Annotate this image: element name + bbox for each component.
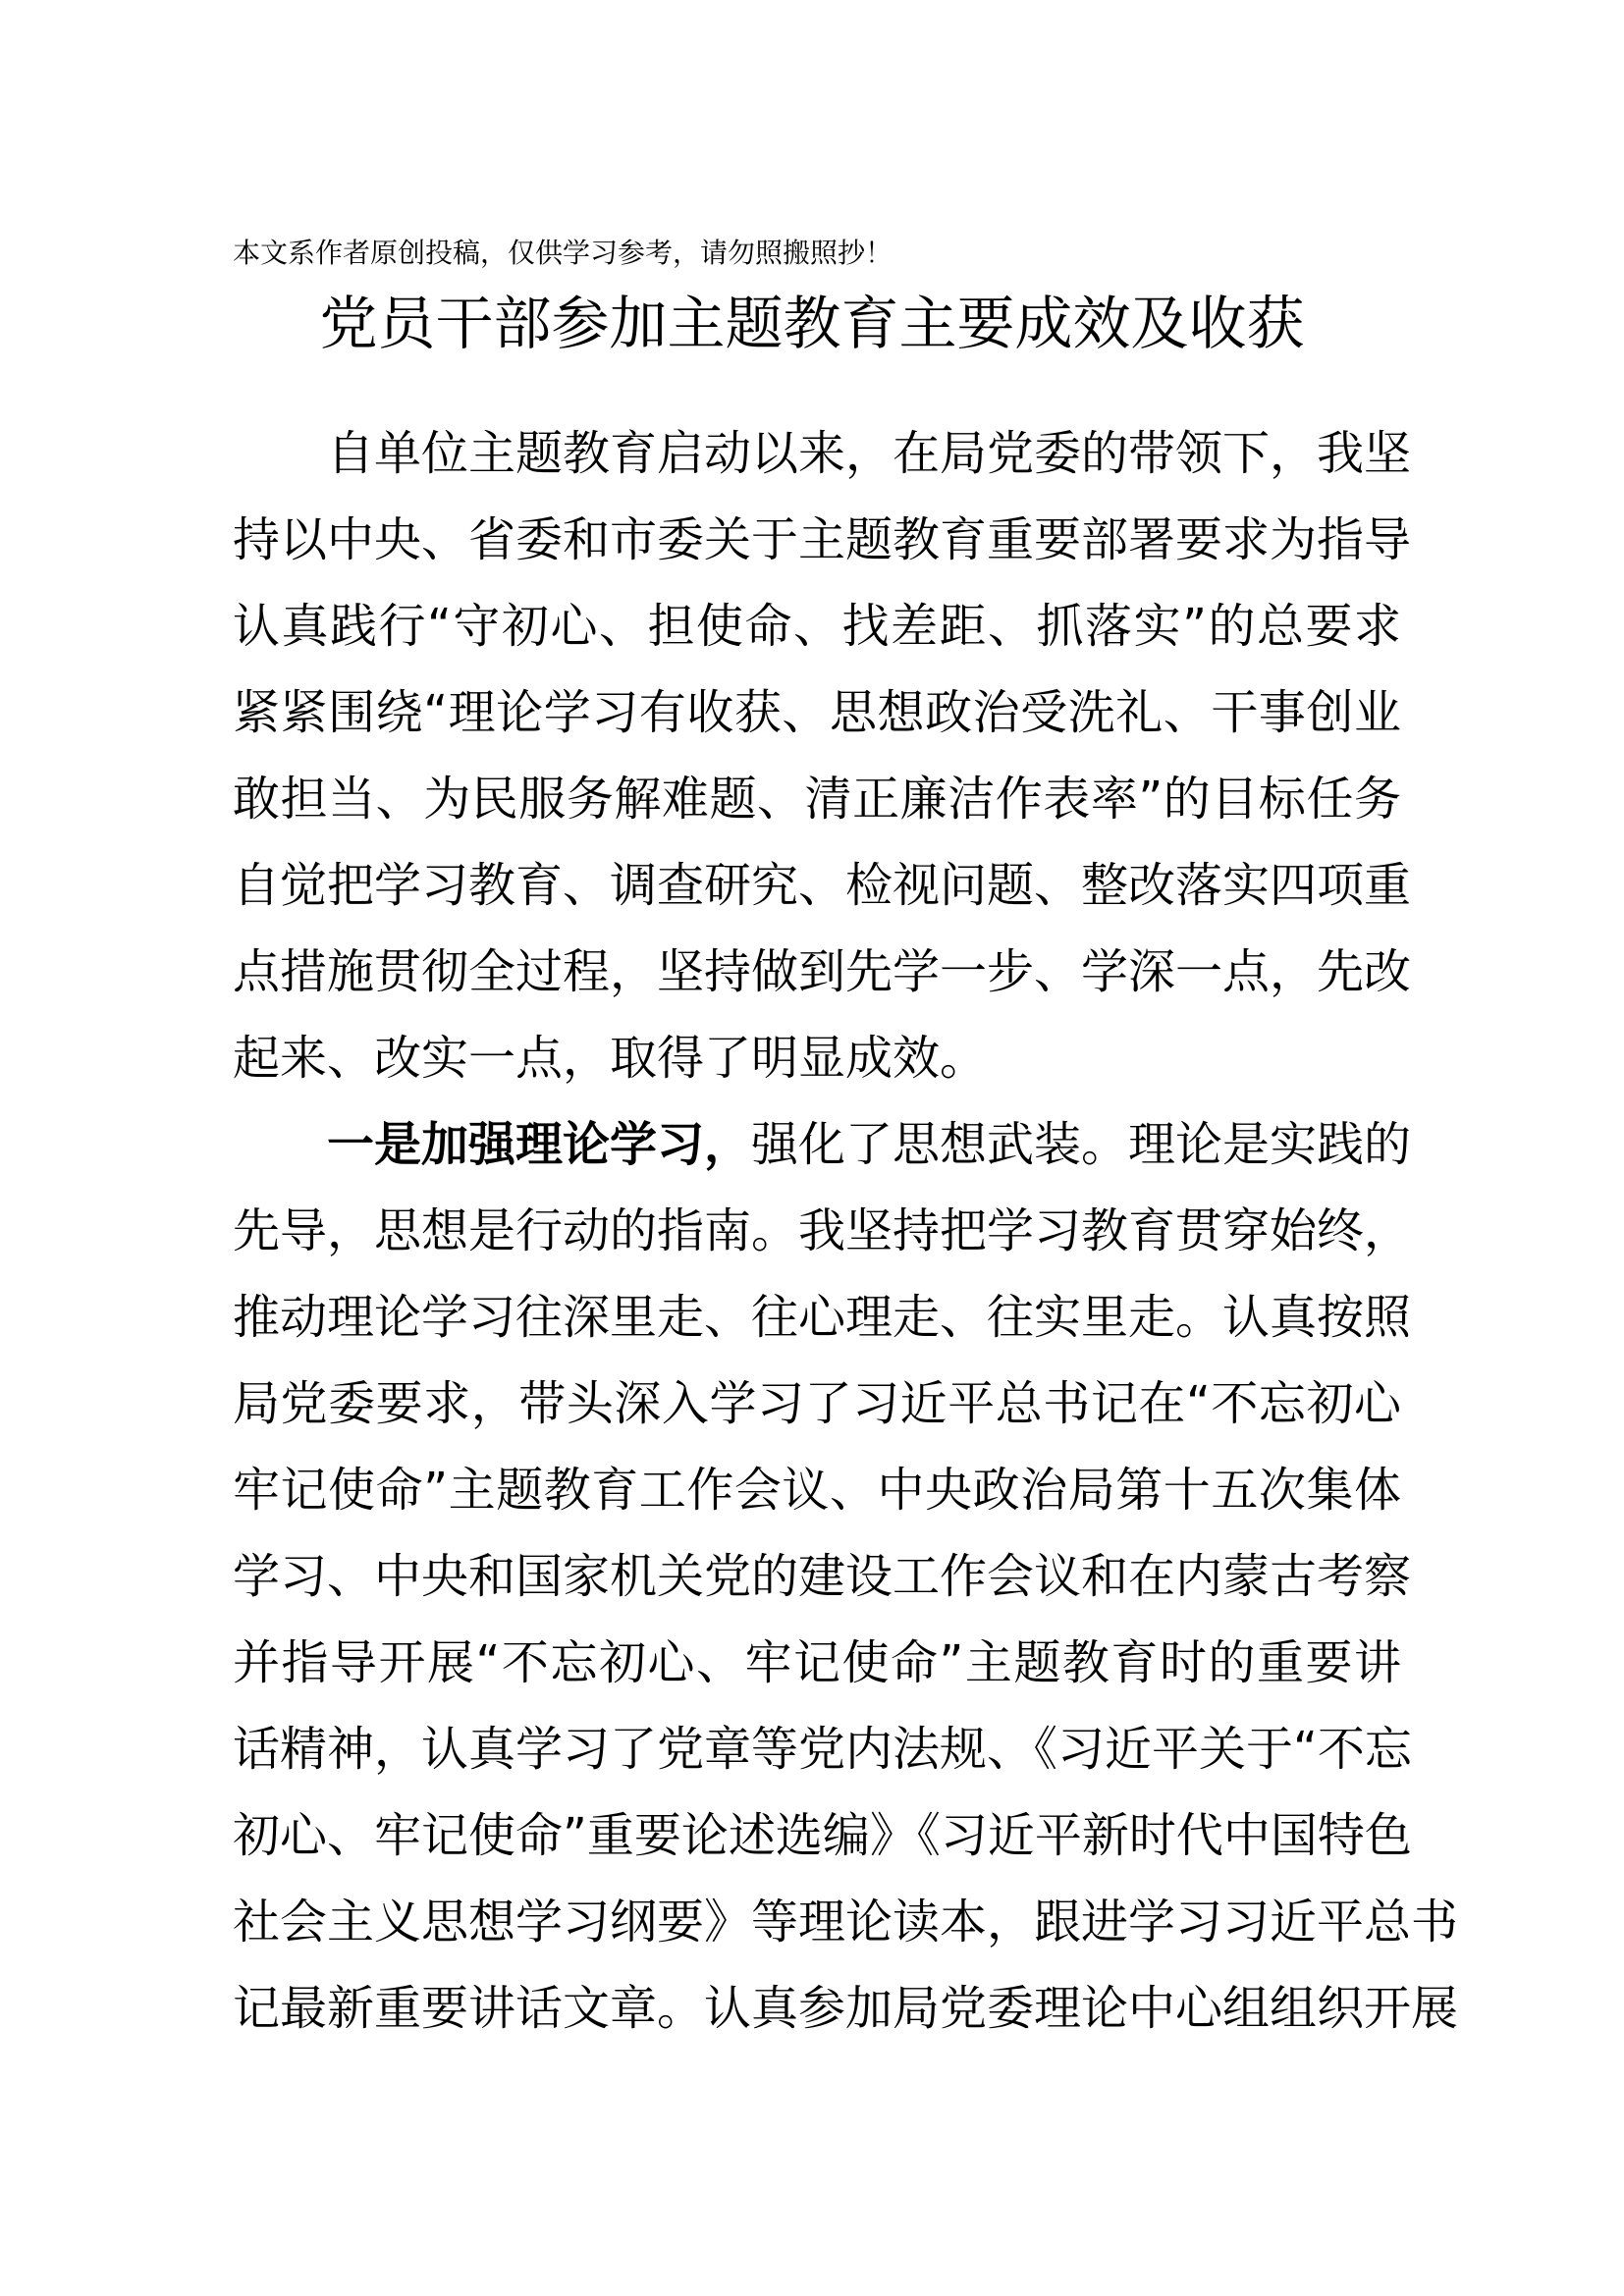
text-line: 话精神，认真学习了党章等党内法规、《习近平关于“不忘: [233, 1722, 1412, 1777]
paragraph-heading: 一是加强理论学习，: [327, 1117, 752, 1172]
text-line: 自觉把学习教育、调查研究、检视问题、整改落实四项重: [233, 858, 1412, 913]
paragraph-intro: [233, 410, 1412, 1101]
text-span: 强化了思想武装。理论是实践的: [751, 1117, 1412, 1172]
text-line: 认真践行“守初心、担使命、找差距、抓落实”的总要求: [233, 599, 1401, 654]
text-line: [233, 1101, 1412, 1188]
text-line: 点措施贯彻全过程，坚持做到先学一步、学深一点，先改: [233, 944, 1412, 999]
text-line: 牢记使命”主题教育工作会议、中央政治局第十五次集体: [233, 1463, 1401, 1518]
document-title: 党员干部参加主题教育主要成效及收获: [319, 290, 1305, 357]
text-line: 紧紧围绕“理论学习有收获、思想政治受洗礼、干事创业: [233, 685, 1401, 740]
text-line: 推动理论学习往深里走、往心理走、往实里走。认真按照: [233, 1290, 1412, 1345]
text-line: 社会主义思想学习纲要》等理论读本，跟进学习习近平总书: [233, 1895, 1459, 1949]
text-line: 局党委要求，带头深入学习了习近平总书记在“不忘初心: [233, 1376, 1401, 1431]
text-line: 起来、改实一点，取得了明显成效。: [233, 1031, 988, 1086]
text-line: 记最新重要讲话文章。认真参加局党委理论中心组组织开展: [233, 1981, 1459, 2036]
text-line: 初心、牢记使命”重要论述选编》《习近平新时代中国特色: [233, 1808, 1412, 1863]
paragraph-theory-study: [233, 1101, 1459, 2052]
text-line: 学习、中央和国家机关党的建设工作会议和在内蒙古考察: [233, 1549, 1412, 1604]
text-line: 并指导开展“不忘初心、牢记使命”主题教育时的重要讲: [233, 1635, 1401, 1690]
document-body: [233, 410, 1459, 2052]
text-line: 先导，思想是行动的指南。我坚持把学习教育贯穿始终，: [233, 1203, 1412, 1258]
text-line: 自单位主题教育启动以来，在局党委的带领下，我坚: [327, 426, 1412, 481]
text-line: 持以中央、省委和市委关于主题教育重要部署要求为指导: [233, 512, 1412, 567]
copyright-notice: 本文系作者原创投稿，仅供学习参考，请勿照搬照抄！: [233, 237, 893, 269]
text-line: 敢担当、为民服务解难题、清正廉洁作表率”的目标任务: [233, 772, 1401, 827]
